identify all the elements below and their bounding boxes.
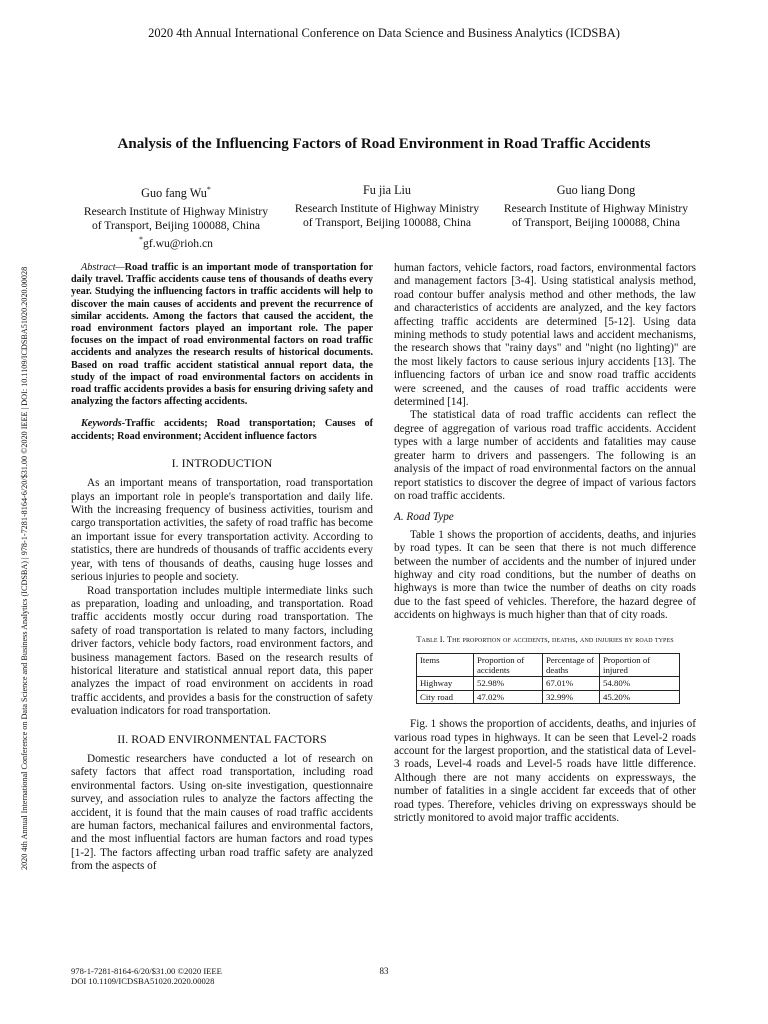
author-email-1: *gf.wu@rioh.cn <box>139 235 213 250</box>
page-number: 83 <box>379 966 389 976</box>
table-caption: Table I. The proportion of accidents, deaths, and injuries by road types <box>416 634 674 644</box>
author-block-3 <box>496 183 696 230</box>
abstract: Abstract—Road traffic is an important mode of transportation for daily travel. Traffic accidents cause tens of thousands of deaths every year. Studying the influencing factors in traffic accidents will help to discover the main causes of accidents and prevent the recurrence of similar accidents. Among the factors that caused the accident, the road environment factors played an important role. The paper focuses on the impact of road environmental factors on road traffic accidents and analyzes the research results of historical documents. Based on road traffic accident statistical annual report data, the study of the impact of road environmental factors on accidents in road traffic accidents provides a basis for ensuring driving safety and analyzing the factors affecting accidents. <box>71 262 373 408</box>
table-cell: 54.80% <box>600 677 680 690</box>
paper-title: Analysis of the Influencing Factors of Road Environment in Road Traffic Accidents <box>117 136 651 152</box>
author-name-1: Guo fang Wu* <box>141 185 211 201</box>
author-name-3: Guo liang Dong <box>556 183 636 197</box>
author-affiliation-3: Research Institute of Highway Ministry <box>503 202 689 215</box>
author-affiliation-1: Research Institute of Highway Ministry <box>83 205 269 219</box>
keywords: Keywords-Traffic accidents; Road transportation; Causes of accidents; Road environment; Accident influence factors <box>71 418 373 442</box>
table-header-cell: Proportion of accidents <box>474 653 543 677</box>
author-affiliation-3b: of Transport, Beijing 100088, China <box>511 216 681 229</box>
table-header-cell: Proportion of injured <box>600 653 680 677</box>
table-header-cell: Items <box>417 653 474 677</box>
footer-doi: DOI 10.1109/ICDSBA51020.2020.00028 <box>71 976 215 986</box>
table-cell: 52.98% <box>474 677 543 690</box>
side-note-text: 2020 4th Annual International Conference on Data Science and Business Analytics (ICDSBA) | 978-1-7281-8164-6/20/$31.00 ©2020 IEEE | DOI: 10.1109/ICDSBA51020.2020.00028 <box>20 266 29 870</box>
section-heading-road-environmental-factors: II. ROAD ENVIRONMENTAL FACTORS <box>117 731 327 746</box>
author-affiliation-2: Research Institute of Highway Ministry <box>294 202 480 215</box>
side-note <box>13 130 27 870</box>
author-block-1 <box>76 183 276 251</box>
author-affiliation-2b: of Transport, Beijing 100088, China <box>302 216 472 229</box>
intro-paragraph-1: As an important means of transportation, road transportation plays an important role in people's transportation and daily life. With the increasing frequency of business activities, tourism and cargo transportation activities, the safety of road traffic has become an important issue for every transportation activity. According to statistics, there are hundreds of thousands of traffic accidents every year, with tens of thousands of deaths, causing huge losses and serious injuries to people and society. <box>71 477 373 584</box>
left-column <box>71 262 373 874</box>
table-cell: 47.02% <box>474 690 543 703</box>
conference-header: 2020 4th Annual International Conference on Data Science and Business Analytics (ICDSBA) <box>148 26 620 40</box>
table-header-cell: Percentage of deaths <box>543 653 600 677</box>
table-cell: Highway <box>417 677 474 690</box>
section2-paragraph-1: Domestic researchers have conducted a lot of research on safety factors that affect road transportation, including road environmental factors. Using on-site investigation, questionnaire survey, and association rules to analyze the factors affecting the accident, it is found that the main causes of road traffic accidents are human factors, mechanical failures and environmental factors, and the most influential factors are human factors and road types [1-2]. The factors affecting urban road traffic safety are analyzed from the aspects of <box>71 752 373 873</box>
right-paragraph-3: Table 1 shows the proportion of accidents, deaths, and injuries by road types. It can be seen that there is not much difference between the number of accidents and the number of injured under highway and city road conditions, but the number of deaths on highways is more than twice the number of deaths on city roads due to the fast speed of vehicles. Therefore, the hazard degree of accidents on highways is much higher than that of city roads. <box>394 528 696 622</box>
subsection-heading-road-type: A. Road Type <box>394 511 454 524</box>
data-table <box>416 653 680 705</box>
author-block-2 <box>287 183 487 230</box>
table-cell: 32.99% <box>543 690 600 703</box>
right-paragraph-2: The statistical data of road traffic accidents can reflect the degree of aggregation of various road traffic accidents. Accident types with a large number of accidents and fatalities may cause greater harm to drivers and passengers. The following is an analysis of the impact of road environmental factors on the annual report statistics to discover the degree of impact of various factors on road traffic accidents. <box>394 409 696 502</box>
table-cell: 67.01% <box>543 677 600 690</box>
right-paragraph-4: Fig. 1 shows the proportion of accidents, deaths, and injuries of various road types in highways. It can be seen that Level-2 roads account for the largest proportion, and the statistical data of Level-3 roads, Level-4 roads and Level-5 roads have little difference. Although there are not many accidents on expressways, the number of fatalities in a single accident far exceeds that of other road types. Therefore, vehicles driving on expressways should be strictly monitored to avoid major traffic accidents. <box>394 718 696 825</box>
author-affiliation-1b: of Transport, Beijing 100088, China <box>91 219 261 233</box>
right-column <box>394 262 696 825</box>
right-paragraph-1: human factors, vehicle factors, road factors, environmental factors and management factors [3-4]. Using statistical analysis method, road contour buffer analysis method and other methods, the law and characteristics of accidents are analyzed, and the key factors affecting traffic accidents are determined [5-12]. Using data mining methods to study potential laws and accident mechanisms, the research shows that "rainy days" and "night (no lighting)" are the most likely factors to cause serious injury accidents [13]. The influencing factors of urban ice and snow road traffic accidents were screened, and the causes of road traffic accidents were determined [14]. <box>394 262 696 409</box>
table-header-row <box>417 653 680 677</box>
author-name-2: Fu jia Liu <box>362 183 412 197</box>
section-heading-introduction: I. INTRODUCTION <box>171 455 273 470</box>
table-cell: City road <box>417 690 474 703</box>
table-cell: 45.20% <box>600 690 680 703</box>
footer-isbn: 978-1-7281-8164-6/20/$31.00 ©2020 IEEE <box>71 966 222 976</box>
table-row <box>417 677 680 690</box>
table-row <box>417 690 680 703</box>
intro-paragraph-2: Road transportation includes multiple intermediate links such as preparation, loading and unloading, and transportation. Road traffic accidents mostly occur during road transportation. The safety of road transportation is related to many factors, including driver factors, vehicle body factors, road environment factors, and business management factors. Based on the research results of historical literature and statistical annual report data, this paper analyzes the impact of road environment on accidents in road traffic accidents, and provides a basis for the construction of safety evaluation indicators for road transportation. <box>71 584 373 718</box>
